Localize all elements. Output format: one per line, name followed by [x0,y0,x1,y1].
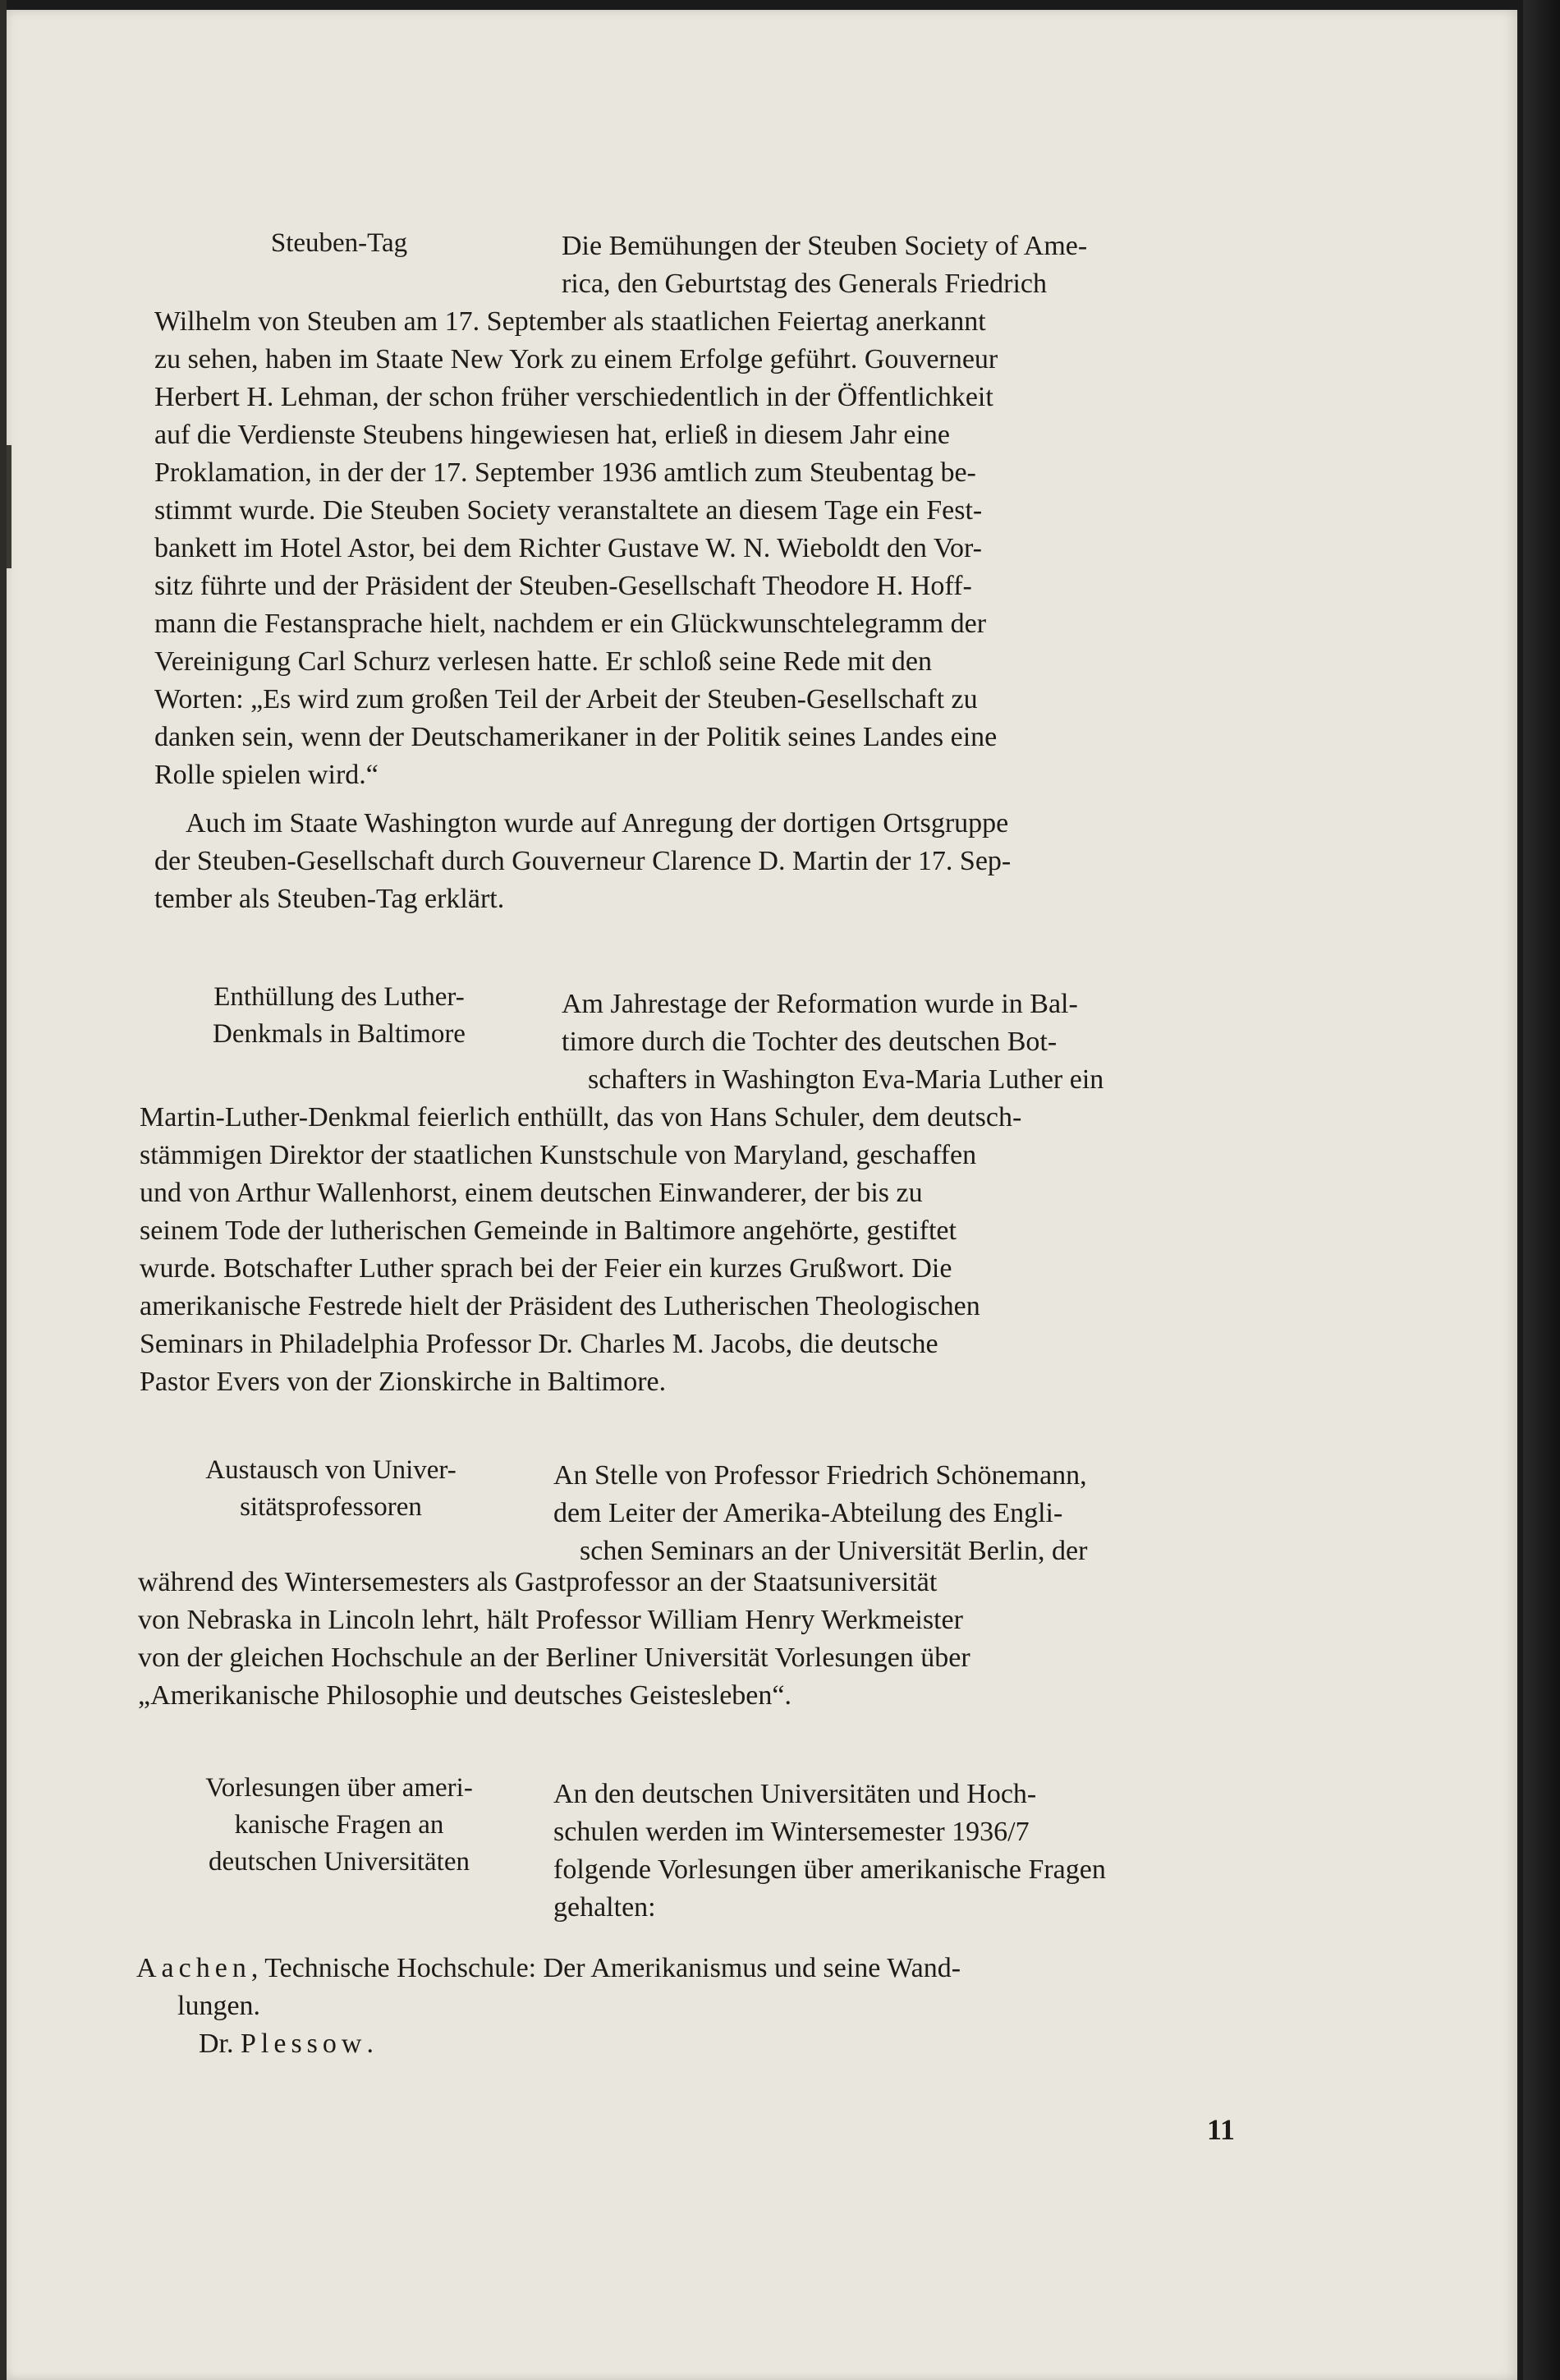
binding-mark [7,445,11,568]
page-number: 11 [1207,2113,1236,2146]
section-heading-luther: Enthüllung des Luther- Denkmals in Baltimore [213,982,466,1049]
section-heading-steuben: Steuben-Tag [270,228,408,258]
scan-border-left [0,0,7,2380]
section-steuben-first-lines: Die Bemühungen der Steuben Society of Ame- rica, den Geburtstag des Generals Friedrich [562,231,1088,299]
section-heading-vorlesungen: Vorlesungen über ameri- kanische Fragen an deutschen Universitäten [205,1773,473,1877]
section-austausch-first-lines: An Stelle von Professor Friedrich Schönemann, dem Leiter der Amerika-Abteilung des Engli- schen Seminars an der Universität Berlin, der [553,1460,1088,1566]
document-page [7,10,1517,2380]
section-austausch-body: während des Wintersemesters als Gastprofessor an der Staatsuniversität von Nebraska in Lincoln lehrt, hält Professor William Henry Werkmeister von der gleichen Hochschule an der Berliner Universität Vorlesungen über „Amerikanische Philosophie und deutsches Geistesleben“. [138,1567,970,1711]
city-name: Aachen [136,1953,251,1983]
scan-border-right [1523,0,1560,2380]
lecture-entry-aachen: Aachen, Technische Hochschule: Der Amerikanismus und seine Wand- lungen. Dr. Plessow. [136,1953,961,2059]
section-steuben-body: Wilhelm von Steuben am 17. September als staatlichen Feiertag anerkannt zu sehen, haben im Staate New York zu einem Erfolge geführt. Gouverneur Herbert H. Lehman, der schon früher verschiedentlich in der Öffentlichkeit auf die Verdienste Steubens hingewiesen hat, erließ in diesem Jahr eine Proklamation, in der der 17. September 1936 amtlich zum Steubentag be- stimmt wurde. Die Steuben Society veranstaltete an diesem Tage ein Fest- bankett im Hotel Astor, bei dem Richter Gustave W. N. Wieboldt den Vor- sitz führte und der Präsident der Steuben-Gesellschaft Theodore H. Hoff- mann die Festansprache hielt, nachdem er ein Glückwunschtelegramm der Vereinigung Carl Schurz verlesen hatte. Er schloß seine Rede mit den Worten: „Es wird zum großen Teil der Arbeit der Steuben-Gesellschaft zu danken sein, wenn der Deutschamerikaner in der Politik seines Landes eine Rolle spielen wird.“ [154,306,998,790]
section-luther-first-lines: Am Jahrestage der Reformation wurde in Bal- timore durch die Tochter des deutschen Bot- schafters in Washington Eva-Maria Luther ein [562,989,1104,1095]
section-vorlesungen-first-lines: An den deutschen Universitäten und Hoch- schulen werden im Wintersemester 1936/7 folgende Vorlesungen über amerikanische Fragen gehalten: [553,1779,1106,1923]
lecturer-name: Plessow [241,2029,367,2059]
section-steuben-second-paragraph: Auch im Staate Washington wurde auf Anregung der dortigen Ortsgruppe der Steuben-Gesellschaft durch Gouverneur Clarence D. Martin der 17. Sep- tember als Steuben-Tag erklärt. [154,808,1012,914]
section-heading-austausch: Austausch von Univer- sitätsprofessoren [205,1455,457,1522]
section-luther-body: Martin-Luther-Denkmal feierlich enthüllt, das von Hans Schuler, dem deutsch- stämmigen Direktor der staatlichen Kunstschule von Maryland, geschaffen und von Arthur Wallenhorst, einem deutschen Einwanderer, der bis zu seinem Tode der lutherischen Gemeinde in Baltimore angehörte, gestiftet wurde. Botschafter Luther sprach bei der Feier ein kurzes Grußwort. Die amerikanische Festrede hielt der Präsident des Lutherischen Theologischen Seminars in Philadelphia Professor Dr. Charles M. Jacobs, die deutsche Pastor Evers von der Zionskirche in Baltimore. [140,1102,1022,1397]
